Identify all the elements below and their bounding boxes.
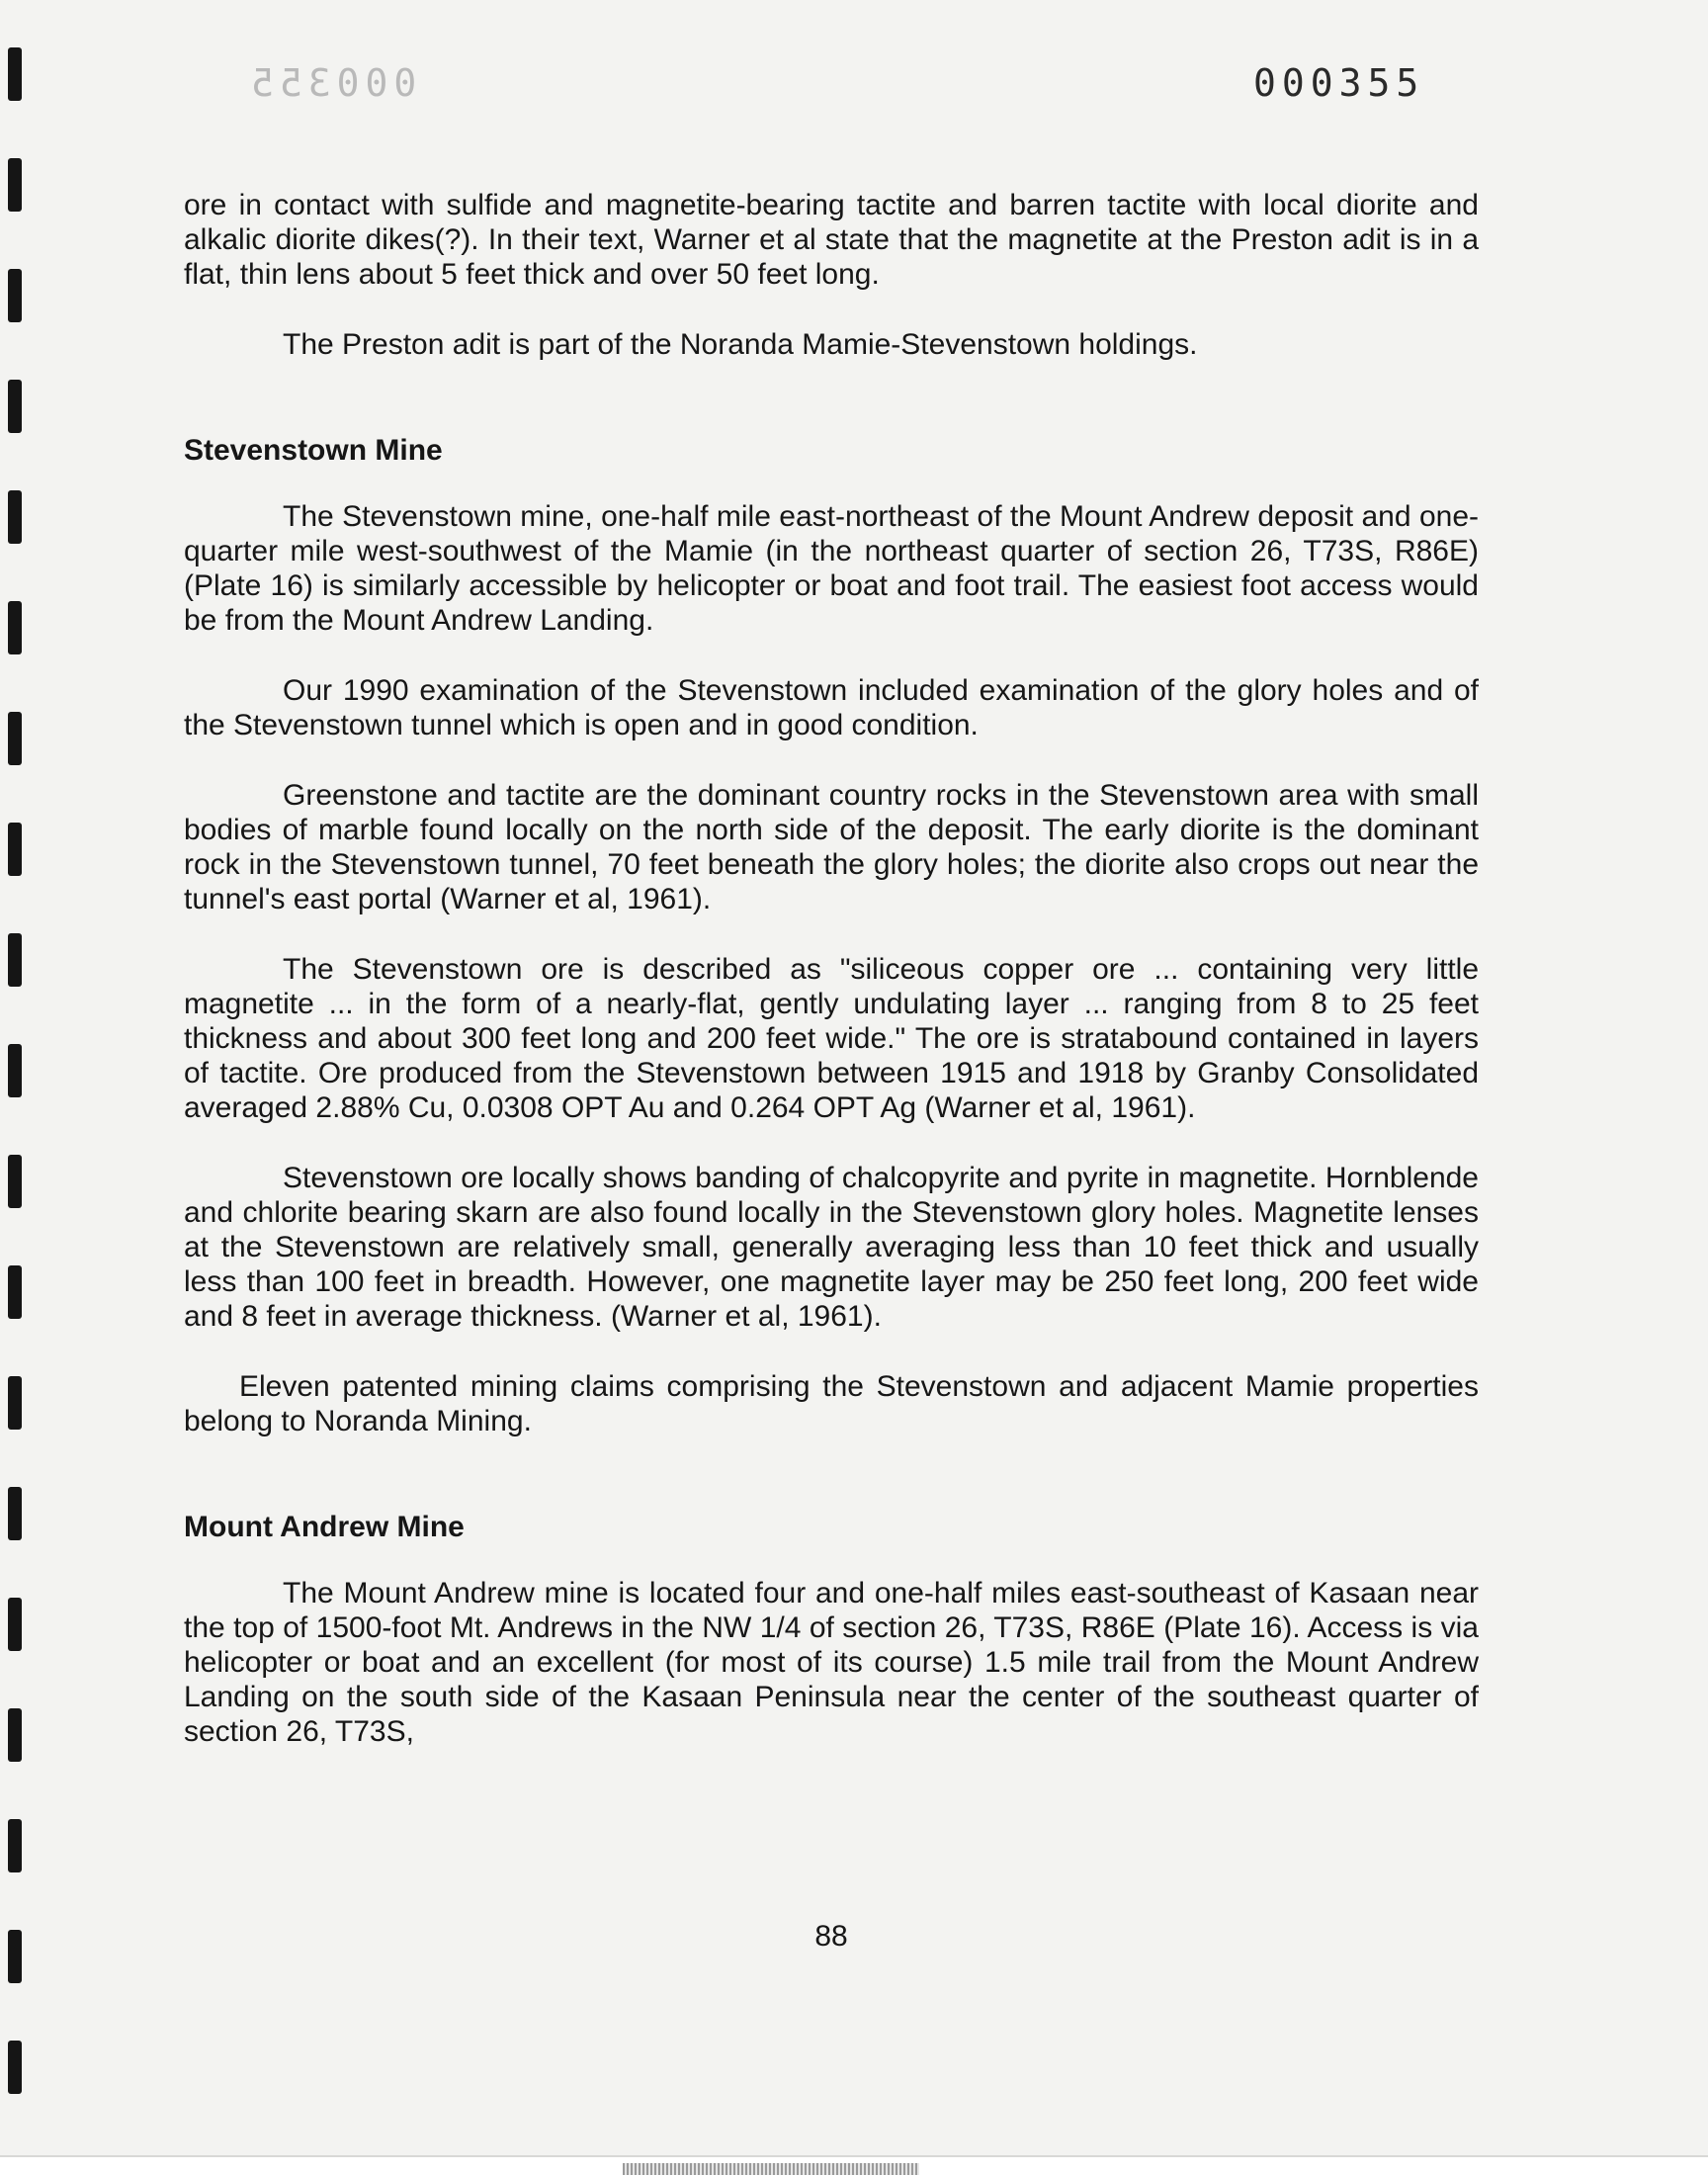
section-heading: Mount Andrew Mine: [184, 1511, 465, 1543]
serial-number-bleedthrough: 000355: [245, 61, 417, 105]
binding-hole: [8, 712, 22, 765]
binding-hole: [8, 1598, 22, 1651]
body-paragraph: Eleven patented mining claims comprising the Stevenstown and adjacent Mamie properties belong to Noranda Mining.: [184, 1370, 1479, 1437]
binding-hole: [8, 490, 22, 544]
body-paragraph: The Mount Andrew mine is located four and one-half miles east-southeast of Kasaan near the top of 1500-foot Mt. Andrews in the NW 1/4 of section 26, T73S, R86E (Plate 16). Access is via helicopter or boat and an excellent (for most of its course) 1.5 mile trail from the Mount Andrew Landing on the south side of the Kasaan Peninsula near the center of the southeast quarter of section 26, T73S,: [184, 1577, 1479, 1748]
body-paragraph: The Preston adit is part of the Noranda Mamie-Stevenstown holdings.: [283, 328, 1198, 361]
binding-strip: [623, 2163, 919, 2175]
body-paragraph: The Stevenstown mine, one-half mile east-northeast of the Mount Andrew deposit and one-quarter mile west-southwest of the Mamie (in the northeast quarter of section 26, T73S, R86E) (Plate 16) is similarly accessible by helicopter or boat and foot trail. The easiest foot access would be from the Mount Andrew Landing.: [184, 500, 1479, 637]
binding-hole: [8, 380, 22, 433]
binding-hole: [8, 1044, 22, 1097]
binding-hole: [8, 1708, 22, 1762]
document-body: [184, 188, 1479, 1784]
body-paragraph: Our 1990 examination of the Stevenstown included examination of the glory holes and of the Stevenstown tunnel which is open and in good condition.: [184, 674, 1479, 741]
binding-hole: [8, 2041, 22, 2094]
page-number: 88: [814, 1920, 848, 1953]
binding-hole: [8, 47, 22, 101]
binding-hole: [8, 1819, 22, 1872]
body-paragraph: Stevenstown ore locally shows banding of chalcopyrite and pyrite in magnetite. Hornblende and chlorite bearing skarn are also found locally in the Stevenstown glory holes. Magnetite lenses at the Stevenstown are relatively small, generally averaging less than 10 feet thick and usually less than 100 feet in breadth. However, one magnetite layer may be 250 feet long, 200 feet wide and 8 feet in average thickness. (Warner et al, 1961).: [184, 1162, 1479, 1333]
binding-hole: [8, 269, 22, 322]
binding-hole: [8, 1376, 22, 1430]
binding-hole: [8, 933, 22, 987]
binding-hole: [8, 1265, 22, 1319]
section-heading: Stevenstown Mine: [184, 434, 443, 467]
body-paragraph: Greenstone and tactite are the dominant country rocks in the Stevenstown area with small bodies of marble found locally on the north side of the deposit. The early diorite is the dominant rock in the Stevenstown tunnel, 70 feet beneath the glory holes; the diorite also crops out near the tunnel's east portal (Warner et al, 1961).: [184, 779, 1479, 915]
body-paragraph: The Stevenstown ore is described as "siliceous copper ore ... containing very little magnetite ... in the form of a nearly-flat, gently undulating layer ... ranging from 8 to 25 feet thickness and about 300 feet long and 200 feet wide." The ore is stratabound contained in layers of tactite. Ore produced from the Stevenstown between 1915 and 1918 by Granby Consolidated averaged 2.88% Cu, 0.0308 OPT Au and 0.264 OPT Ag (Warner et al, 1961).: [184, 953, 1479, 1124]
binding-hole: [8, 158, 22, 212]
binding-hole: [8, 1487, 22, 1540]
body-paragraph: ore in contact with sulfide and magnetite-bearing tactite and barren tactite with local diorite and alkalic diorite dikes(?). In their text, Warner et al state that the magnetite at the Preston adit is in a flat, thin lens about 5 feet thick and over 50 feet long.: [184, 189, 1479, 291]
serial-number: 000355: [1253, 61, 1425, 105]
binding-hole: [8, 823, 22, 876]
binding-hole: [8, 601, 22, 654]
binding-hole: [8, 1155, 22, 1208]
